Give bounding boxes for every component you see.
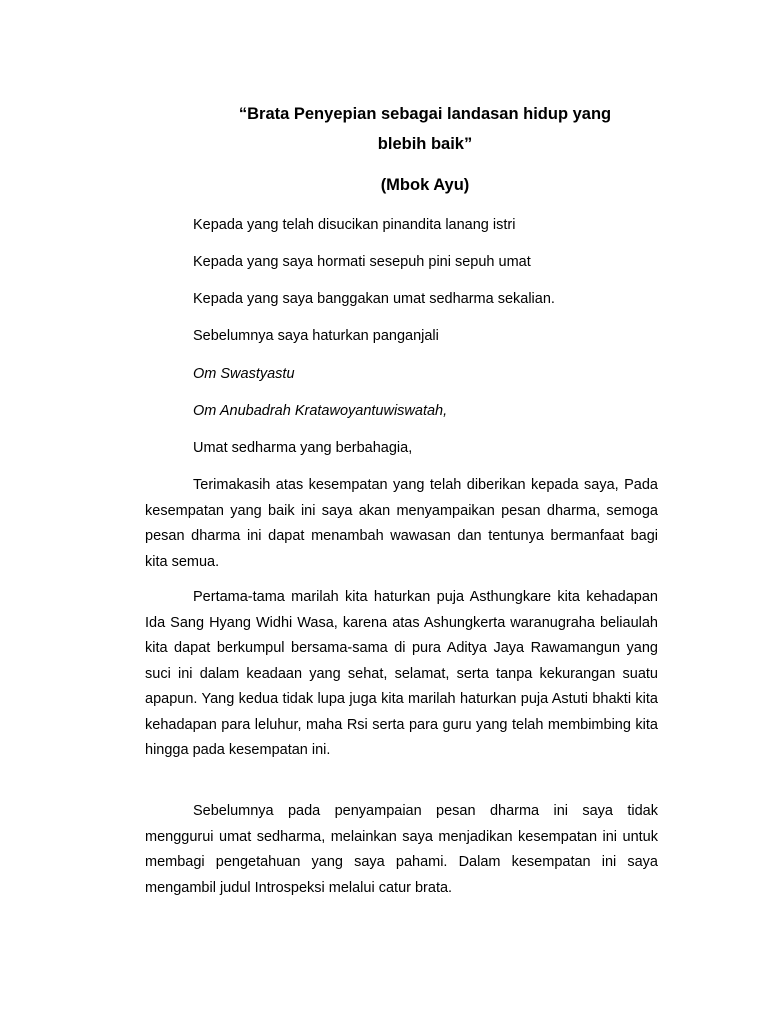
paragraph-2: Pertama-tama marilah kita haturkan puja Asthungkare kita kehadapan Ida Sang Hyang Widhi Wasa, karena atas Ashungkerta waranugraha beliaulah kita dapat berkumpul bersama-sama di pura Aditya Jaya Rawamangun yang suci ini dalam keadaan yang sehat, selamat, serta tanpa kekurangan suatu apapun. Yang kedua tidak lupa juga kita marilah haturkan puja Astuti bhakti kita kehadapan para leluhur, maha Rsi serta para guru yang telah membimbing kita hingga pada kesempatan ini. [145, 589, 658, 758]
paragraph-3: Sebelumnya pada penyampaian pesan dharma ini saya tidak menggurui umat sedharma, melainkan saya menjadikan kesempatan ini untuk membagi pengetahuan yang saya pahami. Dalam kesempatan ini saya mengambil judul Introspeksi melalui catur brata. [145, 803, 658, 896]
title-line-1: “Brata Penyepian sebagai landasan hidup yang [238, 105, 612, 123]
greeting-line-4: Sebelumnya saya haturkan panganjali [193, 328, 439, 344]
greeting-line-3: Kepada yang saya banggakan umat sedharma sekalian. [193, 291, 555, 307]
salutation-om-anubadrah: Om Anubadrah Kratawoyantuwiswatah, [193, 403, 448, 419]
salutation-om-swastyastu: Om Swastyastu [193, 366, 295, 382]
greeting-line-1: Kepada yang telah disucikan pinandita lanang istri [193, 217, 516, 233]
author-name: (Mbok Ayu) [380, 176, 470, 194]
title-line-2: blebih baik” [377, 135, 473, 153]
paragraph-1: Terimakasih atas kesempatan yang telah diberikan kepada saya, Pada kesempatan yang baik ini saya akan menyampaikan pesan dharma, semoga pesan dharma ini dapat menambah wawasan dan tentunya bermanfaat bagi kita semua. [145, 477, 658, 570]
address-line: Umat sedharma yang berbahagia, [193, 440, 413, 456]
greeting-line-2: Kepada yang saya hormati sesepuh pini sepuh umat [193, 254, 531, 270]
